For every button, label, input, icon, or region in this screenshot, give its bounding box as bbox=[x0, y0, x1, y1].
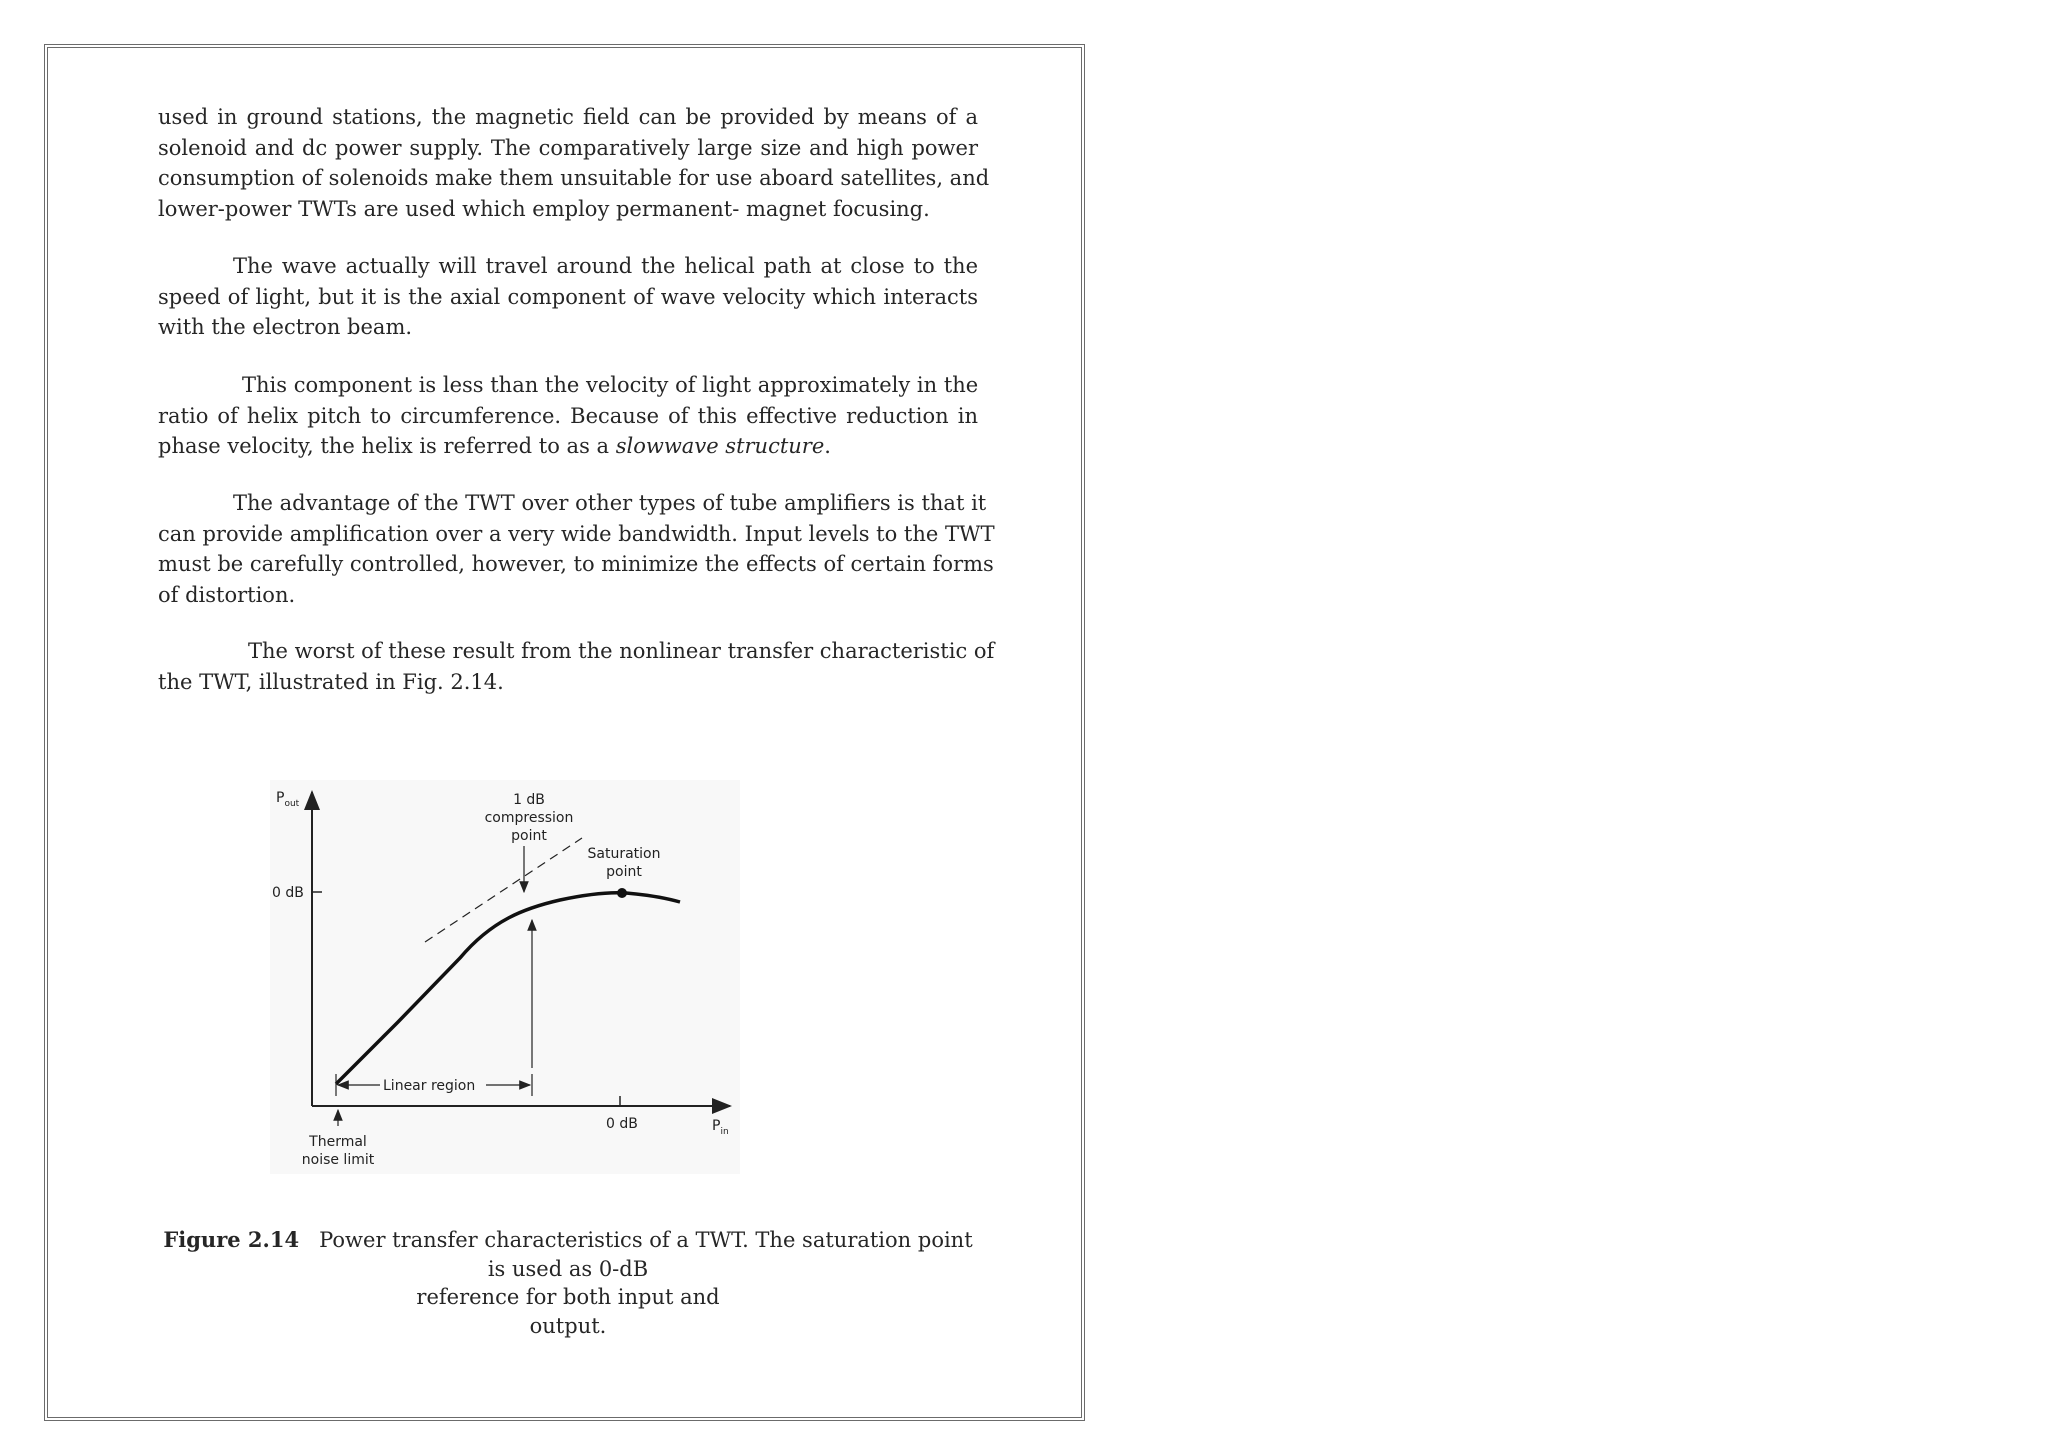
caption-line-1 bbox=[158, 1226, 978, 1255]
text-line: can provide amplification over a very wide bandwidth. Input levels to the TWT bbox=[158, 521, 995, 546]
text-line: solenoid and dc power supply. The comparatively large size and high power bbox=[158, 135, 978, 160]
text-line: with the electron beam. bbox=[158, 315, 413, 339]
text-line: the TWT, illustrated in Fig. 2.14. bbox=[158, 669, 504, 694]
transfer-characteristic-diagram bbox=[270, 780, 740, 1174]
text-line: The wave actually will travel around the helical path at close to the bbox=[233, 254, 978, 278]
paragraph-4 bbox=[158, 488, 995, 610]
text-line: must be carefully controlled, however, to minimize the effects of certain forms bbox=[158, 552, 994, 576]
y-axis-label: $P_{out}$ bbox=[276, 790, 300, 809]
caption-line-2: is used as 0-dB bbox=[487, 1256, 649, 1281]
compression-label-line: point bbox=[511, 828, 547, 844]
text-segment: . bbox=[824, 434, 831, 458]
caption-line-3: reference for both input and bbox=[416, 1285, 720, 1309]
figure-2-14 bbox=[270, 780, 740, 1174]
text-line: of distortion. bbox=[158, 582, 296, 607]
text-line: ratio of helix pitch to circumference. Because of this effective reduction in bbox=[158, 403, 978, 428]
caption-line-4: output. bbox=[529, 1313, 607, 1338]
paragraph-1 bbox=[158, 102, 990, 224]
linear-extension-dashed bbox=[425, 838, 582, 942]
text-line: The worst of these result from the nonlinear transfer characteristic of bbox=[248, 639, 995, 663]
text-line: The advantage of the TWT over other types of tube amplifiers is that it bbox=[233, 491, 987, 515]
caption-text: Power transfer characteristics of a TWT. The saturation point bbox=[319, 1228, 973, 1252]
paragraph-2 bbox=[158, 251, 978, 343]
text-line: used in ground stations, the magnetic field can be provided by means of a bbox=[158, 105, 978, 129]
compression-label-line: 1 dB bbox=[513, 792, 545, 808]
thermal-label-line: Thermal bbox=[309, 1134, 367, 1150]
caption-label: Figure 2.14 bbox=[163, 1227, 300, 1252]
text-line bbox=[158, 431, 978, 462]
thermal-label-line: noise limit bbox=[301, 1152, 375, 1168]
text-line: consumption of solenoids make them unsuitable for use aboard satellites, and bbox=[158, 166, 990, 190]
linear-region-label: Linear region bbox=[383, 1078, 476, 1094]
x-tick-label: 0 dB bbox=[606, 1116, 638, 1132]
saturation-label-line: Saturation bbox=[587, 846, 661, 862]
saturation-point-marker bbox=[617, 888, 627, 898]
text-line: lower-power TWTs are used which employ permanent- magnet focusing. bbox=[158, 196, 930, 221]
figure-caption bbox=[158, 1226, 978, 1340]
paragraph-3 bbox=[158, 370, 978, 462]
text-segment: phase velocity, the helix is referred to as a bbox=[158, 434, 616, 458]
text-line: This component is less than the velocity of light approximately in the bbox=[242, 373, 979, 397]
compression-label-line: compression bbox=[484, 810, 574, 826]
x-axis-label: $P_{in}$ bbox=[712, 1118, 729, 1137]
transfer-curve bbox=[336, 893, 680, 1084]
saturation-label-line: point bbox=[606, 864, 642, 880]
emphasis-text: slowwave structure bbox=[615, 434, 825, 458]
y-tick-label: 0 dB bbox=[272, 885, 304, 901]
paragraph-5 bbox=[158, 636, 995, 697]
text-line: speed of light, but it is the axial component of wave velocity which interacts bbox=[158, 284, 978, 309]
